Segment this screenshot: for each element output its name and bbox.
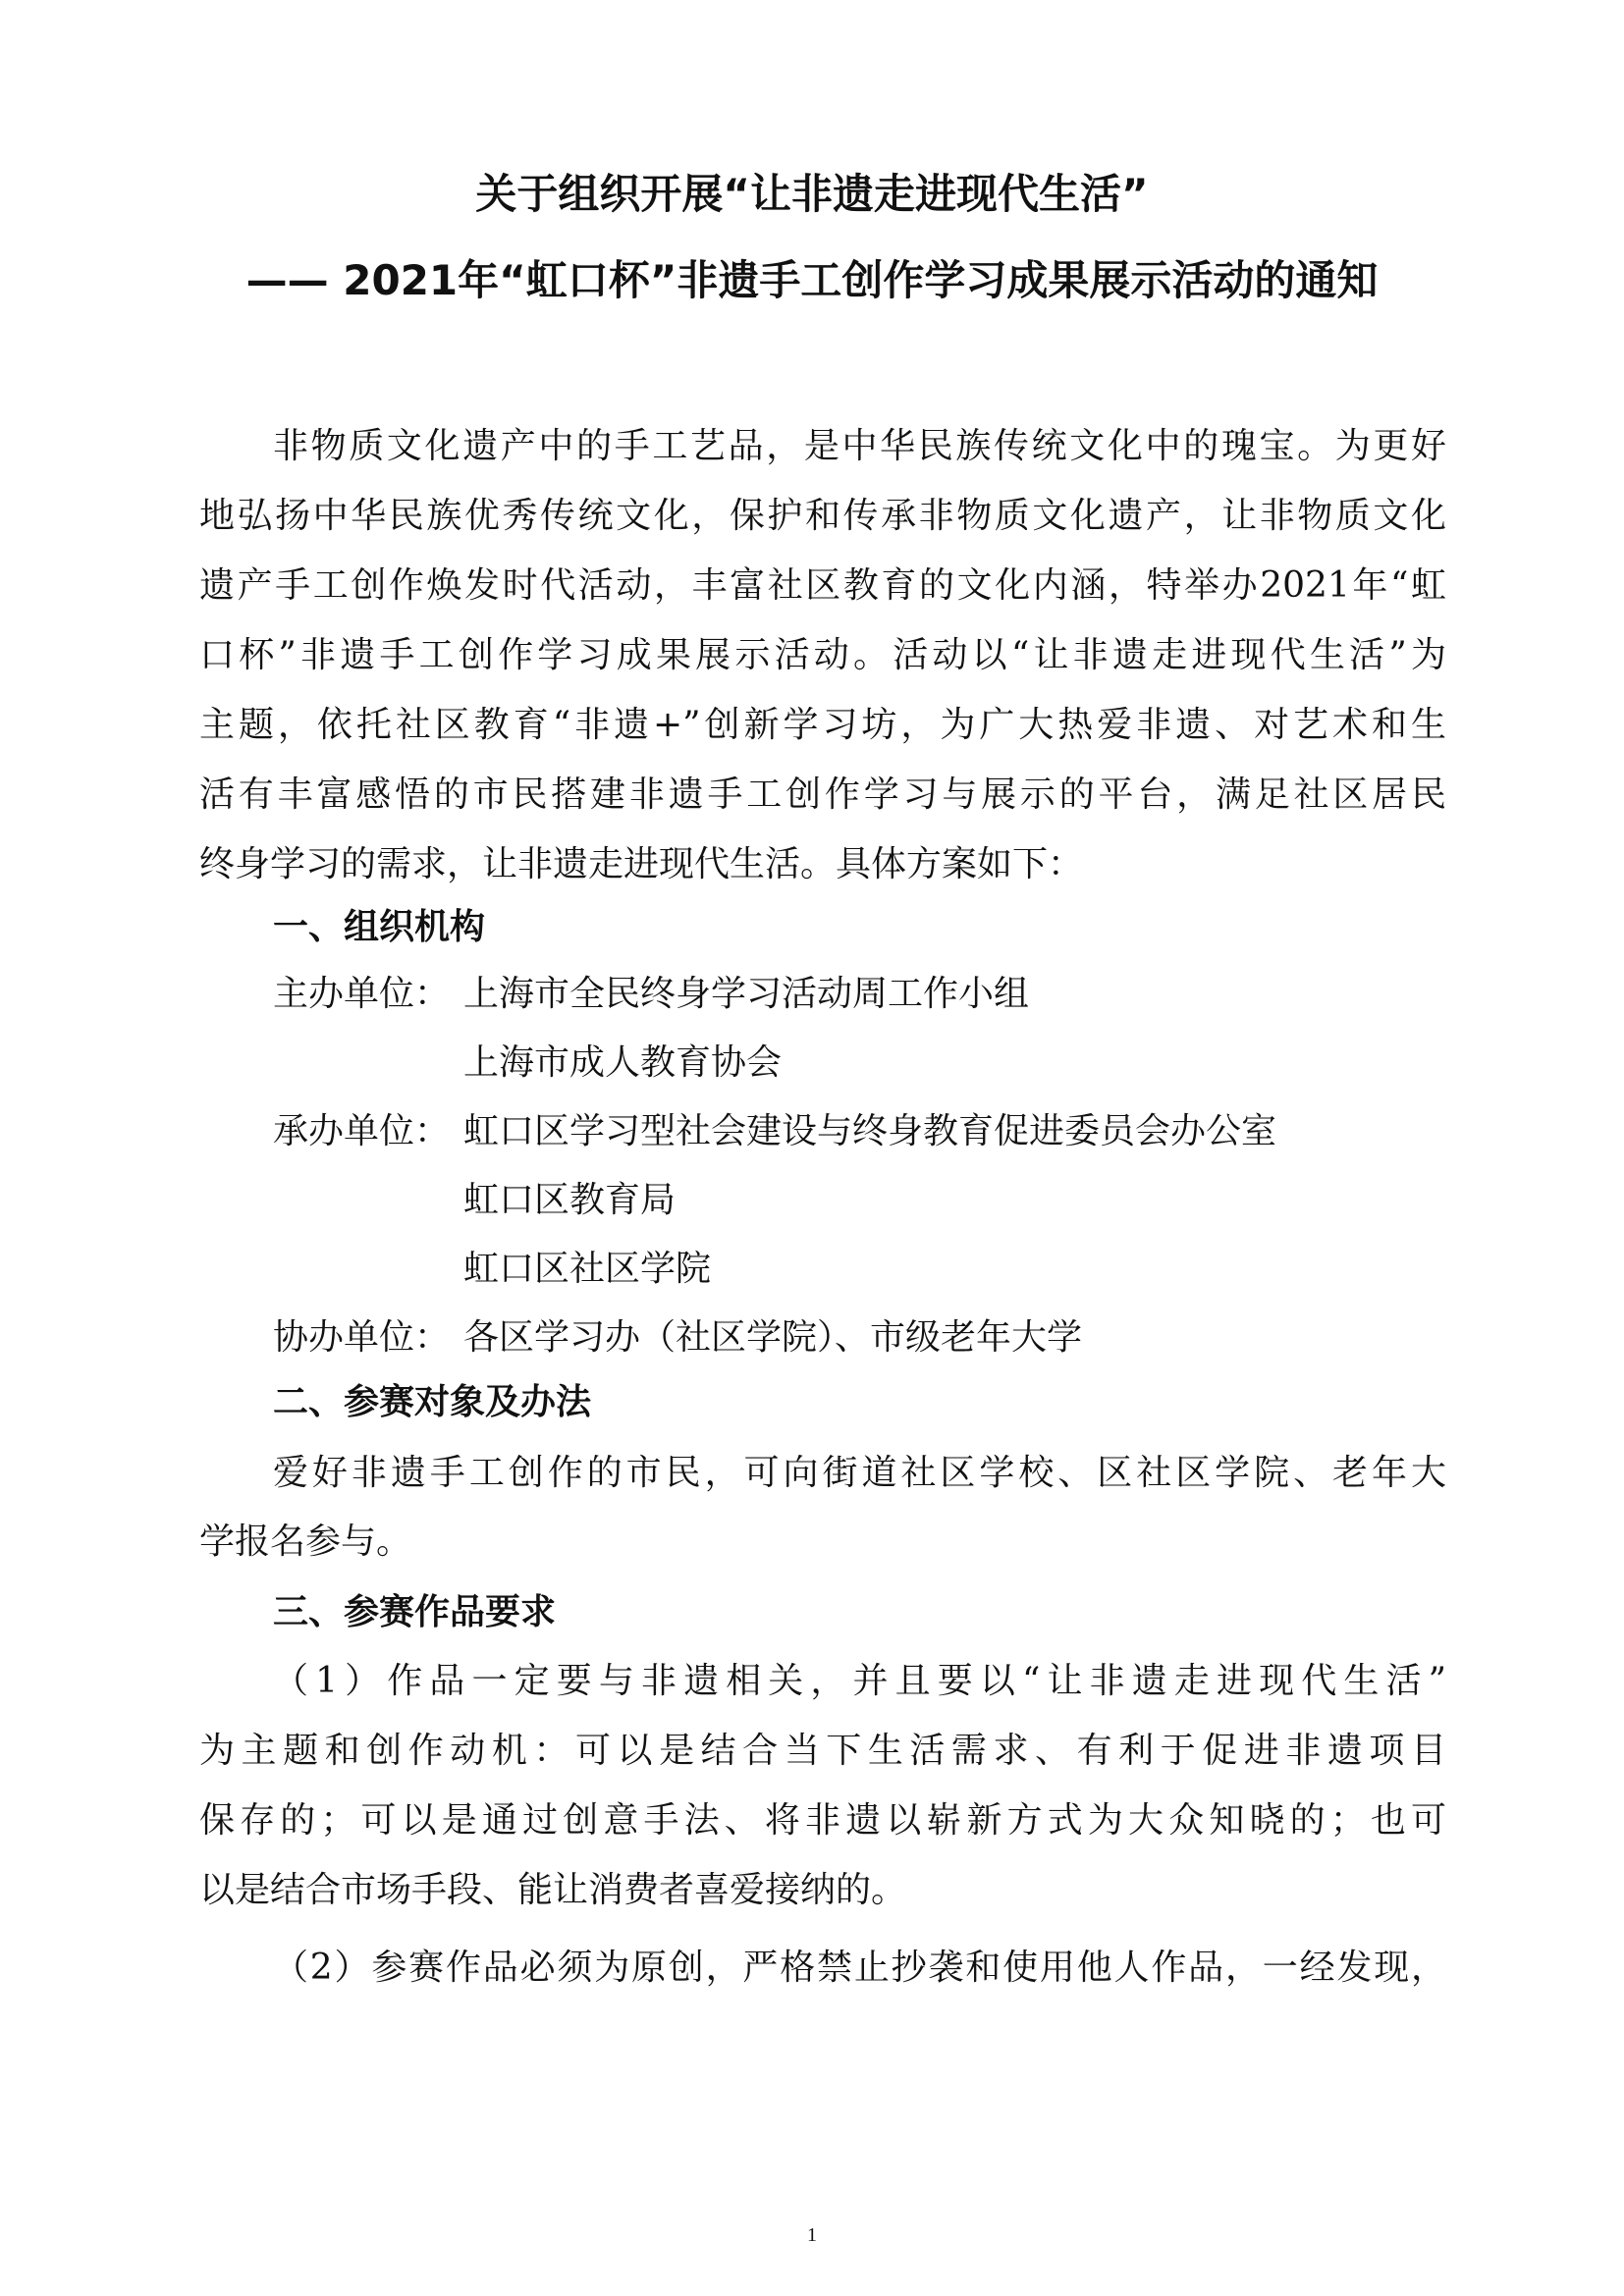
intro-line: 地弘扬中华民族优秀传统文化，保护和传承非物质文化遗产，让非物质文化 xyxy=(199,496,1446,536)
intro-line: 口杯”非遗手工创作学习成果展示活动。活动以“让非遗走进现代生活”为 xyxy=(199,635,1446,675)
intro-line: 活有丰富感悟的市民搭建非遗手工创作学习与展示的平台，满足社区居民 xyxy=(199,774,1446,815)
intro-line: 主题，依托社区教育“非遗+”创新学习坊，为广大热爱非遗、对艺术和生 xyxy=(199,705,1446,745)
participants-line: 爱好非遗手工创作的市民，可向街道社区学校、区社区学院、老年大 xyxy=(273,1453,1446,1493)
document-title: 关于组织开展“让非遗走进现代生活” xyxy=(475,170,1149,218)
participants-line: 学报名参与。 xyxy=(199,1522,412,1562)
organizer-unit: 虹口区学习型社会建设与终身教育促进委员会办公室 xyxy=(463,1111,1277,1151)
section-heading-participants: 二、参赛对象及办法 xyxy=(273,1382,592,1422)
document-subtitle: —— 2021年“虹口杯”非遗手工创作学习成果展示活动的通知 xyxy=(245,256,1379,304)
organizer-unit: 虹口区教育局 xyxy=(463,1180,677,1220)
section-heading-organization: 一、组织机构 xyxy=(273,907,486,947)
requirement-line: 保存的；可以是通过创意手法、将非遗以崭新方式为大众知晓的；也可 xyxy=(199,1800,1446,1841)
co-organizer-label: 协办单位： xyxy=(273,1317,451,1358)
co-organizer-unit: 各区学习办（社区学院）、市级老年大学 xyxy=(463,1317,1083,1358)
requirement-line: （2）参赛作品必须为原创，严格禁止抄袭和使用他人作品，一经发现， xyxy=(273,1948,1446,1988)
host-unit: 上海市成人教育协会 xyxy=(463,1042,783,1083)
organizer-label: 承办单位： xyxy=(273,1111,451,1151)
page-number: 1 xyxy=(807,2224,817,2246)
intro-line: 非物质文化遗产中的手工艺品，是中华民族传统文化中的瑰宝。为更好 xyxy=(273,426,1446,466)
host-label: 主办单位： xyxy=(273,974,451,1014)
requirement-line: 为主题和创作动机：可以是结合当下生活需求、有利于促进非遗项目 xyxy=(199,1731,1446,1771)
intro-line: 遗产手工创作焕发时代活动，丰富社区教育的文化内涵，特举办2021年“虹 xyxy=(199,565,1446,606)
organizer-unit: 虹口区社区学院 xyxy=(463,1249,712,1289)
intro-line: 终身学习的需求，让非遗走进现代生活。具体方案如下： xyxy=(199,844,1084,884)
section-heading-requirements: 三、参赛作品要求 xyxy=(273,1592,557,1632)
requirement-line: 以是结合市场手段、能让消费者喜爱接纳的。 xyxy=(199,1870,907,1910)
host-unit: 上海市全民终身学习活动周工作小组 xyxy=(463,974,1030,1014)
requirement-line: （1）作品一定要与非遗相关，并且要以“让非遗走进现代生活” xyxy=(273,1661,1446,1701)
